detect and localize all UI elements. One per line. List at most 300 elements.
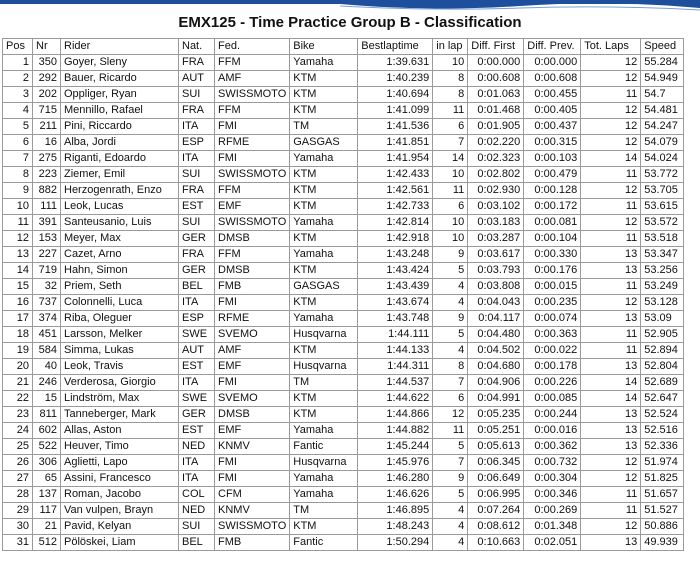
cell-nat: BEL bbox=[179, 535, 215, 551]
cell-bike: Fantic bbox=[290, 535, 358, 551]
cell-in-lap: 7 bbox=[433, 375, 468, 391]
cell-speed: 51.974 bbox=[641, 455, 684, 471]
cell-bestlaptime: 1:40.239 bbox=[358, 71, 433, 87]
cell-nr: 246 bbox=[33, 375, 61, 391]
cell-fed: DMSB bbox=[215, 231, 290, 247]
cell-bestlaptime: 1:42.561 bbox=[358, 183, 433, 199]
cell-tot-laps: 13 bbox=[581, 439, 641, 455]
cell-in-lap: 4 bbox=[433, 519, 468, 535]
column-header-bike: Bike bbox=[290, 39, 358, 55]
cell-bestlaptime: 1:42.433 bbox=[358, 167, 433, 183]
cell-diff-first: 0:03.287 bbox=[468, 231, 524, 247]
cell-speed: 52.689 bbox=[641, 375, 684, 391]
cell-pos: 3 bbox=[3, 87, 33, 103]
table-row bbox=[3, 183, 684, 199]
cell-tot-laps: 14 bbox=[581, 151, 641, 167]
cell-nat: AUT bbox=[179, 343, 215, 359]
cell-nat: ITA bbox=[179, 455, 215, 471]
cell-rider: Riba, Oleguer bbox=[61, 311, 179, 327]
cell-diff-prev: 0:00.015 bbox=[524, 279, 581, 295]
cell-speed: 50.886 bbox=[641, 519, 684, 535]
cell-rider: Pini, Riccardo bbox=[61, 119, 179, 135]
cell-rider: Riganti, Edoardo bbox=[61, 151, 179, 167]
cell-bike: KTM bbox=[290, 391, 358, 407]
cell-nat: ITA bbox=[179, 375, 215, 391]
cell-tot-laps: 12 bbox=[581, 71, 641, 87]
cell-fed: EMF bbox=[215, 359, 290, 375]
cell-tot-laps: 11 bbox=[581, 327, 641, 343]
cell-fed: EMF bbox=[215, 423, 290, 439]
cell-tot-laps: 12 bbox=[581, 215, 641, 231]
cell-diff-first: 0:10.663 bbox=[468, 535, 524, 551]
cell-diff-first: 0:02.220 bbox=[468, 135, 524, 151]
cell-rider: Alba, Jordi bbox=[61, 135, 179, 151]
cell-diff-prev: 0:00.269 bbox=[524, 503, 581, 519]
cell-nr: 32 bbox=[33, 279, 61, 295]
cell-rider: Tanneberger, Mark bbox=[61, 407, 179, 423]
cell-diff-first: 0:05.251 bbox=[468, 423, 524, 439]
cell-nat: NED bbox=[179, 503, 215, 519]
cell-fed: EMF bbox=[215, 199, 290, 215]
cell-nr: 65 bbox=[33, 471, 61, 487]
cell-diff-prev: 0:00.363 bbox=[524, 327, 581, 343]
cell-tot-laps: 11 bbox=[581, 343, 641, 359]
cell-bestlaptime: 1:44.622 bbox=[358, 391, 433, 407]
column-header-nat: Nat. bbox=[179, 39, 215, 55]
cell-pos: 20 bbox=[3, 359, 33, 375]
column-header-pos: Pos bbox=[3, 39, 33, 55]
cell-tot-laps: 11 bbox=[581, 231, 641, 247]
cell-rider: Lindström, Max bbox=[61, 391, 179, 407]
cell-diff-first: 0:07.264 bbox=[468, 503, 524, 519]
table-row bbox=[3, 375, 684, 391]
cell-diff-first: 0:04.680 bbox=[468, 359, 524, 375]
cell-rider: Verderosa, Giorgio bbox=[61, 375, 179, 391]
cell-diff-first: 0:00.000 bbox=[468, 55, 524, 71]
table-row bbox=[3, 391, 684, 407]
cell-pos: 27 bbox=[3, 471, 33, 487]
cell-tot-laps: 12 bbox=[581, 119, 641, 135]
cell-bestlaptime: 1:39.631 bbox=[358, 55, 433, 71]
cell-in-lap: 8 bbox=[433, 71, 468, 87]
cell-in-lap: 9 bbox=[433, 471, 468, 487]
column-header-bestlaptime: Bestlaptime bbox=[358, 39, 433, 55]
cell-diff-prev: 0:00.172 bbox=[524, 199, 581, 215]
cell-diff-first: 0:08.612 bbox=[468, 519, 524, 535]
cell-diff-first: 0:03.808 bbox=[468, 279, 524, 295]
cell-fed: FMI bbox=[215, 119, 290, 135]
cell-fed: KNMV bbox=[215, 439, 290, 455]
table-row bbox=[3, 199, 684, 215]
cell-bestlaptime: 1:43.248 bbox=[358, 247, 433, 263]
cell-nr: 117 bbox=[33, 503, 61, 519]
cell-bestlaptime: 1:46.626 bbox=[358, 487, 433, 503]
cell-nat: SUI bbox=[179, 519, 215, 535]
cell-bike: KTM bbox=[290, 231, 358, 247]
cell-nat: FRA bbox=[179, 103, 215, 119]
cell-in-lap: 4 bbox=[433, 343, 468, 359]
cell-bestlaptime: 1:44.111 bbox=[358, 327, 433, 343]
cell-speed: 52.905 bbox=[641, 327, 684, 343]
cell-nat: AUT bbox=[179, 71, 215, 87]
cell-bike: Yamaha bbox=[290, 311, 358, 327]
cell-fed: FFM bbox=[215, 103, 290, 119]
cell-tot-laps: 12 bbox=[581, 103, 641, 119]
cell-diff-prev: 0:00.176 bbox=[524, 263, 581, 279]
cell-diff-first: 0:05.613 bbox=[468, 439, 524, 455]
cell-tot-laps: 11 bbox=[581, 279, 641, 295]
cell-bike: Fantic bbox=[290, 439, 358, 455]
cell-fed: SWISSMOTO bbox=[215, 167, 290, 183]
table-row bbox=[3, 295, 684, 311]
cell-diff-prev: 0:00.081 bbox=[524, 215, 581, 231]
table-row bbox=[3, 119, 684, 135]
cell-tot-laps: 13 bbox=[581, 407, 641, 423]
cell-bestlaptime: 1:41.954 bbox=[358, 151, 433, 167]
cell-in-lap: 11 bbox=[433, 183, 468, 199]
column-header-tot-laps: Tot. Laps bbox=[581, 39, 641, 55]
table-body bbox=[3, 55, 684, 551]
cell-bike: TM bbox=[290, 503, 358, 519]
cell-pos: 10 bbox=[3, 199, 33, 215]
table-header-row bbox=[3, 39, 684, 55]
cell-in-lap: 14 bbox=[433, 151, 468, 167]
cell-tot-laps: 11 bbox=[581, 487, 641, 503]
cell-nat: COL bbox=[179, 487, 215, 503]
table-row bbox=[3, 423, 684, 439]
cell-rider: Leok, Lucas bbox=[61, 199, 179, 215]
cell-in-lap: 4 bbox=[433, 279, 468, 295]
table-row bbox=[3, 327, 684, 343]
cell-fed: FMI bbox=[215, 455, 290, 471]
column-header-fed: Fed. bbox=[215, 39, 290, 55]
cell-in-lap: 5 bbox=[433, 439, 468, 455]
cell-pos: 15 bbox=[3, 279, 33, 295]
cell-speed: 52.336 bbox=[641, 439, 684, 455]
table-row bbox=[3, 359, 684, 375]
cell-tot-laps: 12 bbox=[581, 55, 641, 71]
cell-fed: AMF bbox=[215, 71, 290, 87]
table-row bbox=[3, 247, 684, 263]
cell-nr: 522 bbox=[33, 439, 61, 455]
cell-bestlaptime: 1:50.294 bbox=[358, 535, 433, 551]
cell-diff-prev: 0:02.051 bbox=[524, 535, 581, 551]
cell-nr: 451 bbox=[33, 327, 61, 343]
cell-nr: 715 bbox=[33, 103, 61, 119]
cell-speed: 53.128 bbox=[641, 295, 684, 311]
cell-bike: KTM bbox=[290, 199, 358, 215]
cell-nr: 202 bbox=[33, 87, 61, 103]
cell-nat: FRA bbox=[179, 55, 215, 71]
cell-speed: 49.939 bbox=[641, 535, 684, 551]
cell-bestlaptime: 1:44.311 bbox=[358, 359, 433, 375]
table-row bbox=[3, 471, 684, 487]
cell-bestlaptime: 1:42.733 bbox=[358, 199, 433, 215]
cell-pos: 25 bbox=[3, 439, 33, 455]
cell-bike: Yamaha bbox=[290, 55, 358, 71]
cell-rider: Aglietti, Lapo bbox=[61, 455, 179, 471]
header-banner bbox=[0, 0, 700, 12]
cell-in-lap: 11 bbox=[433, 423, 468, 439]
table-row bbox=[3, 439, 684, 455]
cell-pos: 12 bbox=[3, 231, 33, 247]
cell-speed: 53.09 bbox=[641, 311, 684, 327]
cell-tot-laps: 13 bbox=[581, 311, 641, 327]
cell-diff-prev: 0:00.016 bbox=[524, 423, 581, 439]
cell-tot-laps: 13 bbox=[581, 263, 641, 279]
cell-diff-first: 0:03.183 bbox=[468, 215, 524, 231]
cell-bike: KTM bbox=[290, 295, 358, 311]
cell-pos: 28 bbox=[3, 487, 33, 503]
cell-tot-laps: 13 bbox=[581, 535, 641, 551]
cell-nat: BEL bbox=[179, 279, 215, 295]
cell-bestlaptime: 1:44.133 bbox=[358, 343, 433, 359]
cell-rider: Pavid, Kelyan bbox=[61, 519, 179, 535]
cell-speed: 55.284 bbox=[641, 55, 684, 71]
cell-nr: 275 bbox=[33, 151, 61, 167]
cell-rider: Meyer, Max bbox=[61, 231, 179, 247]
cell-nat: GER bbox=[179, 407, 215, 423]
cell-in-lap: 6 bbox=[433, 119, 468, 135]
cell-bestlaptime: 1:41.851 bbox=[358, 135, 433, 151]
cell-fed: DMSB bbox=[215, 407, 290, 423]
cell-rider: Goyer, Sleny bbox=[61, 55, 179, 71]
cell-nat: ITA bbox=[179, 151, 215, 167]
cell-diff-prev: 0:00.178 bbox=[524, 359, 581, 375]
table-row bbox=[3, 519, 684, 535]
cell-diff-first: 0:05.235 bbox=[468, 407, 524, 423]
cell-fed: FFM bbox=[215, 55, 290, 71]
cell-bike: Yamaha bbox=[290, 423, 358, 439]
cell-pos: 2 bbox=[3, 71, 33, 87]
cell-diff-prev: 0:00.479 bbox=[524, 167, 581, 183]
cell-fed: FMI bbox=[215, 471, 290, 487]
cell-speed: 54.247 bbox=[641, 119, 684, 135]
cell-speed: 53.615 bbox=[641, 199, 684, 215]
cell-pos: 22 bbox=[3, 391, 33, 407]
cell-tot-laps: 14 bbox=[581, 391, 641, 407]
cell-diff-first: 0:01.905 bbox=[468, 119, 524, 135]
column-header-nr: Nr bbox=[33, 39, 61, 55]
cell-speed: 51.527 bbox=[641, 503, 684, 519]
cell-nat: SUI bbox=[179, 87, 215, 103]
cell-bestlaptime: 1:46.280 bbox=[358, 471, 433, 487]
table-row bbox=[3, 167, 684, 183]
cell-fed: AMF bbox=[215, 343, 290, 359]
cell-bike: KTM bbox=[290, 167, 358, 183]
cell-in-lap: 8 bbox=[433, 359, 468, 375]
cell-nr: 16 bbox=[33, 135, 61, 151]
cell-tot-laps: 11 bbox=[581, 167, 641, 183]
cell-diff-prev: 0:00.330 bbox=[524, 247, 581, 263]
cell-fed: FMI bbox=[215, 375, 290, 391]
cell-nat: GER bbox=[179, 231, 215, 247]
cell-nr: 306 bbox=[33, 455, 61, 471]
cell-rider: Roman, Jacobo bbox=[61, 487, 179, 503]
cell-diff-prev: 0:00.732 bbox=[524, 455, 581, 471]
cell-pos: 1 bbox=[3, 55, 33, 71]
cell-fed: FMB bbox=[215, 279, 290, 295]
cell-speed: 52.804 bbox=[641, 359, 684, 375]
cell-pos: 17 bbox=[3, 311, 33, 327]
cell-bike: KTM bbox=[290, 343, 358, 359]
page-title: EMX125 - Time Practice Group B - Classification bbox=[178, 14, 522, 31]
column-header-in-lap: in lap bbox=[433, 39, 468, 55]
cell-nat: SUI bbox=[179, 215, 215, 231]
cell-diff-prev: 0:00.315 bbox=[524, 135, 581, 151]
table-row bbox=[3, 535, 684, 551]
cell-diff-first: 0:04.480 bbox=[468, 327, 524, 343]
cell-bike: TM bbox=[290, 119, 358, 135]
table-row bbox=[3, 103, 684, 119]
cell-pos: 4 bbox=[3, 103, 33, 119]
cell-nr: 292 bbox=[33, 71, 61, 87]
cell-bike: Yamaha bbox=[290, 471, 358, 487]
cell-speed: 52.516 bbox=[641, 423, 684, 439]
cell-fed: CFM bbox=[215, 487, 290, 503]
cell-bike: KTM bbox=[290, 519, 358, 535]
cell-fed: FFM bbox=[215, 183, 290, 199]
cell-nr: 584 bbox=[33, 343, 61, 359]
cell-speed: 51.825 bbox=[641, 471, 684, 487]
cell-pos: 11 bbox=[3, 215, 33, 231]
cell-bike: KTM bbox=[290, 103, 358, 119]
cell-diff-prev: 0:01.348 bbox=[524, 519, 581, 535]
cell-nat: NED bbox=[179, 439, 215, 455]
cell-bike: Husqvarna bbox=[290, 455, 358, 471]
cell-bike: KTM bbox=[290, 407, 358, 423]
cell-tot-laps: 13 bbox=[581, 247, 641, 263]
cell-rider: Mennillo, Rafael bbox=[61, 103, 179, 119]
cell-pos: 8 bbox=[3, 167, 33, 183]
cell-diff-first: 0:02.930 bbox=[468, 183, 524, 199]
column-header-diff-first: Diff. First bbox=[468, 39, 524, 55]
cell-speed: 53.249 bbox=[641, 279, 684, 295]
cell-bestlaptime: 1:45.244 bbox=[358, 439, 433, 455]
cell-fed: FMB bbox=[215, 535, 290, 551]
cell-speed: 54.024 bbox=[641, 151, 684, 167]
cell-fed: RFME bbox=[215, 135, 290, 151]
cell-tot-laps: 11 bbox=[581, 199, 641, 215]
cell-nat: GER bbox=[179, 263, 215, 279]
cell-in-lap: 5 bbox=[433, 263, 468, 279]
cell-nr: 737 bbox=[33, 295, 61, 311]
table-row bbox=[3, 311, 684, 327]
cell-diff-first: 0:04.117 bbox=[468, 311, 524, 327]
cell-bestlaptime: 1:44.866 bbox=[358, 407, 433, 423]
table-row bbox=[3, 487, 684, 503]
table-row bbox=[3, 71, 684, 87]
cell-bestlaptime: 1:45.976 bbox=[358, 455, 433, 471]
cell-bestlaptime: 1:43.439 bbox=[358, 279, 433, 295]
cell-nr: 811 bbox=[33, 407, 61, 423]
cell-speed: 53.518 bbox=[641, 231, 684, 247]
cell-rider: Priem, Seth bbox=[61, 279, 179, 295]
table-row bbox=[3, 55, 684, 71]
cell-pos: 13 bbox=[3, 247, 33, 263]
cell-nat: SWE bbox=[179, 327, 215, 343]
cell-speed: 51.657 bbox=[641, 487, 684, 503]
cell-diff-prev: 0:00.128 bbox=[524, 183, 581, 199]
cell-speed: 52.894 bbox=[641, 343, 684, 359]
cell-in-lap: 10 bbox=[433, 55, 468, 71]
cell-tot-laps: 12 bbox=[581, 519, 641, 535]
cell-speed: 52.524 bbox=[641, 407, 684, 423]
cell-speed: 54.949 bbox=[641, 71, 684, 87]
cell-nr: 391 bbox=[33, 215, 61, 231]
cell-in-lap: 6 bbox=[433, 199, 468, 215]
cell-pos: 24 bbox=[3, 423, 33, 439]
cell-pos: 29 bbox=[3, 503, 33, 519]
cell-diff-prev: 0:00.022 bbox=[524, 343, 581, 359]
cell-nr: 350 bbox=[33, 55, 61, 71]
cell-diff-first: 0:06.995 bbox=[468, 487, 524, 503]
cell-fed: RFME bbox=[215, 311, 290, 327]
cell-diff-prev: 0:00.000 bbox=[524, 55, 581, 71]
cell-bestlaptime: 1:41.536 bbox=[358, 119, 433, 135]
cell-bike: KTM bbox=[290, 71, 358, 87]
cell-rider: Pölöskei, Liam bbox=[61, 535, 179, 551]
cell-tot-laps: 12 bbox=[581, 135, 641, 151]
cell-diff-first: 0:02.323 bbox=[468, 151, 524, 167]
cell-tot-laps: 13 bbox=[581, 359, 641, 375]
table-row bbox=[3, 407, 684, 423]
cell-diff-first: 0:06.345 bbox=[468, 455, 524, 471]
cell-nr: 227 bbox=[33, 247, 61, 263]
table-row bbox=[3, 279, 684, 295]
cell-rider: Heuver, Timo bbox=[61, 439, 179, 455]
cell-rider: Hahn, Simon bbox=[61, 263, 179, 279]
cell-bike: Yamaha bbox=[290, 487, 358, 503]
cell-in-lap: 8 bbox=[433, 87, 468, 103]
cell-nr: 512 bbox=[33, 535, 61, 551]
cell-bike: Yamaha bbox=[290, 247, 358, 263]
cell-pos: 9 bbox=[3, 183, 33, 199]
cell-in-lap: 7 bbox=[433, 455, 468, 471]
cell-fed: FMI bbox=[215, 151, 290, 167]
cell-diff-first: 0:02.802 bbox=[468, 167, 524, 183]
cell-nat: FRA bbox=[179, 183, 215, 199]
cell-pos: 23 bbox=[3, 407, 33, 423]
cell-in-lap: 10 bbox=[433, 215, 468, 231]
cell-in-lap: 10 bbox=[433, 231, 468, 247]
cell-in-lap: 6 bbox=[433, 391, 468, 407]
cell-speed: 53.772 bbox=[641, 167, 684, 183]
cell-nr: 374 bbox=[33, 311, 61, 327]
cell-pos: 30 bbox=[3, 519, 33, 535]
cell-bestlaptime: 1:48.243 bbox=[358, 519, 433, 535]
cell-rider: Simma, Lukas bbox=[61, 343, 179, 359]
cell-tot-laps: 12 bbox=[581, 183, 641, 199]
cell-bestlaptime: 1:40.694 bbox=[358, 87, 433, 103]
cell-diff-first: 0:03.793 bbox=[468, 263, 524, 279]
cell-in-lap: 11 bbox=[433, 103, 468, 119]
cell-fed: SWISSMOTO bbox=[215, 215, 290, 231]
cell-tot-laps: 14 bbox=[581, 375, 641, 391]
cell-rider: Larsson, Melker bbox=[61, 327, 179, 343]
cell-bestlaptime: 1:46.895 bbox=[358, 503, 433, 519]
column-header-diff-prev: Diff. Prev. bbox=[524, 39, 581, 55]
cell-tot-laps: 11 bbox=[581, 87, 641, 103]
table-row bbox=[3, 455, 684, 471]
cell-diff-prev: 0:00.103 bbox=[524, 151, 581, 167]
column-header-speed: Speed bbox=[641, 39, 684, 55]
cell-nat: EST bbox=[179, 423, 215, 439]
cell-diff-prev: 0:00.304 bbox=[524, 471, 581, 487]
cell-speed: 53.347 bbox=[641, 247, 684, 263]
cell-speed: 54.7 bbox=[641, 87, 684, 103]
cell-fed: DMSB bbox=[215, 263, 290, 279]
